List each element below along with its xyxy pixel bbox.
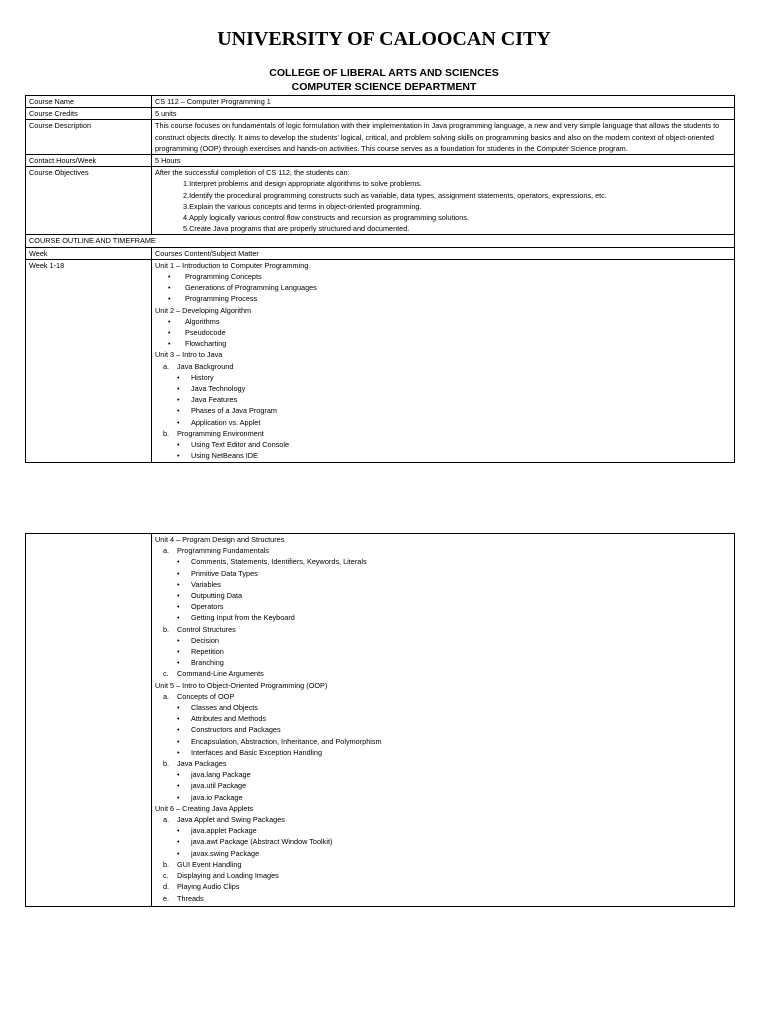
sub-topic-label: Programming Fundamentals	[177, 546, 270, 556]
list-item: • Comments, Statements, Identifiers, Keywords, Literals	[155, 556, 731, 567]
contact-hours-label: Contact Hours/Week	[26, 155, 152, 167]
sub-topic-marker: b.	[163, 859, 170, 869]
unit-title: Unit 4 – Program Design and Structures	[155, 535, 285, 544]
table-row	[26, 120, 735, 155]
sub-topic-marker: e.	[163, 893, 170, 903]
course-info-table	[25, 95, 735, 463]
sub-topic	[155, 814, 731, 825]
week-cell-empty	[26, 534, 152, 907]
week-value: Week 1-18	[26, 259, 152, 462]
course-credits-label: Course Credits	[26, 108, 152, 120]
list-item: • Variables	[155, 579, 731, 590]
sub-topic	[155, 881, 731, 892]
list-item: • Using Text Editor and Console	[155, 439, 731, 450]
university-title: UNIVERSITY OF CALOOCAN CITY	[217, 28, 551, 50]
sub-topic	[155, 624, 731, 635]
sub-topic-label: Displaying and Loading Images	[177, 871, 279, 881]
list-item: • Getting Input from the Keyboard	[155, 612, 731, 623]
list-item: • java.lang Package	[155, 769, 731, 780]
course-description-value: This course focuses on fundamentals of logic formulation with their implementation in Java programming language, a new and very simple language that allows the students to construct objects directly. It aims to develop the students' logical, critical, and problem solving skills on programming basics and also on the modern context of object-oriented programming (OOP) through exercises and hands-on activities. This course serves as a foundation for students in the Computer Science program.	[152, 120, 735, 155]
list-item: • java.io Package	[155, 792, 731, 803]
sub-topic-marker: a.	[163, 815, 170, 825]
sub-topic	[155, 361, 731, 372]
table-row	[26, 96, 735, 108]
sub-topic-marker: b.	[163, 624, 170, 634]
unit-title: Unit 6 – Creating Java Applets	[155, 803, 254, 813]
list-item: • Repetition	[155, 646, 731, 657]
sub-topic-marker: b.	[163, 759, 170, 769]
sub-topic-label: Java Packages	[177, 759, 227, 769]
table-row	[26, 108, 735, 120]
list-item: • javax.swing Package	[155, 848, 731, 859]
list-item: • Operators	[155, 601, 731, 612]
content-header: Courses Content/Subject Matter	[152, 247, 735, 259]
list-item: • Flowcharting	[155, 338, 731, 349]
sub-topic	[155, 691, 731, 702]
unit-title: Unit 2 – Developing Algorithm	[155, 305, 252, 315]
list-item: • java.util Package	[155, 780, 731, 791]
unit-title: Unit 3 – Intro to Java	[155, 350, 223, 360]
list-item: • Interfaces and Basic Exception Handling	[155, 747, 731, 758]
list-item: • Decision	[155, 635, 731, 646]
sub-topic	[155, 859, 731, 870]
table-row	[26, 155, 735, 167]
sub-topic	[155, 668, 731, 679]
list-item: • Application vs. Applet	[155, 417, 731, 428]
list-item: • java.awt Package (Abstract Window Toolkit)	[155, 836, 731, 847]
department-title: COMPUTER SCIENCE DEPARTMENT	[291, 81, 477, 93]
unit-title: Unit 1 – Introduction to Computer Programming	[155, 260, 309, 270]
course-name-label: Course Name	[26, 96, 152, 108]
sub-topic-label: Programming Environment	[177, 428, 264, 438]
sub-topic-marker: a.	[163, 361, 170, 371]
list-item: • Primitive Data Types	[155, 568, 731, 579]
sub-topic-label: Threads	[177, 893, 204, 903]
unit-title: Unit 5 – Intro to Object-Oriented Programming (OOP)	[155, 680, 328, 690]
sub-topic-marker: c.	[163, 669, 169, 679]
course-credits-value: 5 units	[152, 108, 735, 120]
list-item: • Branching	[155, 657, 731, 668]
list-item: • Classes and Objects	[155, 702, 731, 713]
college-title: COLLEGE OF LIBERAL ARTS AND SCIENCES	[269, 67, 499, 79]
list-item: • History	[155, 372, 731, 383]
list-item: • Using NetBeans IDE	[155, 450, 731, 461]
course-objectives-value	[152, 167, 735, 235]
sub-topic	[155, 893, 731, 904]
objective-item: 2.Identify the procedural programming constructs such as variable, data types, assignment statements, operators, expressions, etc.	[183, 190, 607, 200]
sub-topic-label: Java Applet and Swing Packages	[177, 815, 285, 825]
list-item: • Attributes and Methods	[155, 713, 731, 724]
sub-topic-label: Playing Audio Clips	[177, 882, 240, 892]
list-item: • Generations of Programming Languages	[155, 282, 731, 293]
list-item: • Phases of a Java Program	[155, 405, 731, 416]
course-objectives-label: Course Objectives	[26, 167, 152, 235]
sub-topic-marker: c.	[163, 871, 169, 881]
sub-topic-marker: a.	[163, 546, 170, 556]
sub-topic-label: Concepts of OOP	[177, 691, 235, 701]
sub-topic	[155, 870, 731, 881]
contact-hours-value: 5 Hours	[152, 155, 735, 167]
table-row	[26, 247, 735, 259]
sub-topic-marker: d.	[163, 882, 170, 892]
sub-topic-label: GUI Event Handling	[177, 859, 242, 869]
list-item: • Encapsulation, Abstraction, Inheritance, and Polymorphism	[155, 736, 731, 747]
table-row	[26, 534, 735, 907]
sub-topic-marker: b.	[163, 428, 170, 438]
list-item: • Java Technology	[155, 383, 731, 394]
list-item: • Programming Concepts	[155, 271, 731, 282]
sub-topic	[155, 428, 731, 439]
list-item: • Programming Process	[155, 293, 731, 304]
list-item: • java.applet Package	[155, 825, 731, 836]
outline-section-title: COURSE OUTLINE AND TIMEFRAME	[26, 235, 735, 247]
objective-item: 1.Interpret problems and design appropriate algorithms to solve problems.	[183, 179, 422, 189]
list-item: • Constructors and Packages	[155, 724, 731, 735]
objectives-intro: After the successful completion of CS 112, the students can:	[155, 168, 350, 178]
sub-topic-marker: a.	[163, 691, 170, 701]
week-header: Week	[26, 247, 152, 259]
table-row	[26, 259, 735, 462]
list-item: • Outputting Data	[155, 590, 731, 601]
objective-item: 3.Explain the various concepts and terms in object-oriented programming.	[183, 201, 422, 211]
course-name-value: CS 112 – Computer Programming 1	[152, 96, 735, 108]
outline-content-part2	[152, 534, 735, 907]
list-item: • Pseudocode	[155, 327, 731, 338]
table-row	[26, 167, 735, 235]
list-item: • Algorithms	[155, 316, 731, 327]
sub-topic-label: Control Structures	[177, 624, 236, 634]
sub-topic-label: Java Background	[177, 361, 234, 371]
objective-item: 4.Apply logically various control flow constructs and recursion as programming solutions.	[183, 213, 469, 223]
course-description-label: Course Description	[26, 120, 152, 155]
outline-content-part1	[152, 259, 735, 462]
sub-topic	[155, 545, 731, 556]
sub-topic-label: Command-Line Arguments	[177, 669, 264, 679]
sub-topic	[155, 758, 731, 769]
course-outline-continued-table	[25, 533, 735, 907]
list-item: • Java Features	[155, 394, 731, 405]
table-row	[26, 235, 735, 247]
objective-item: 5.Create Java programs that are properly structured and documented.	[183, 224, 410, 234]
